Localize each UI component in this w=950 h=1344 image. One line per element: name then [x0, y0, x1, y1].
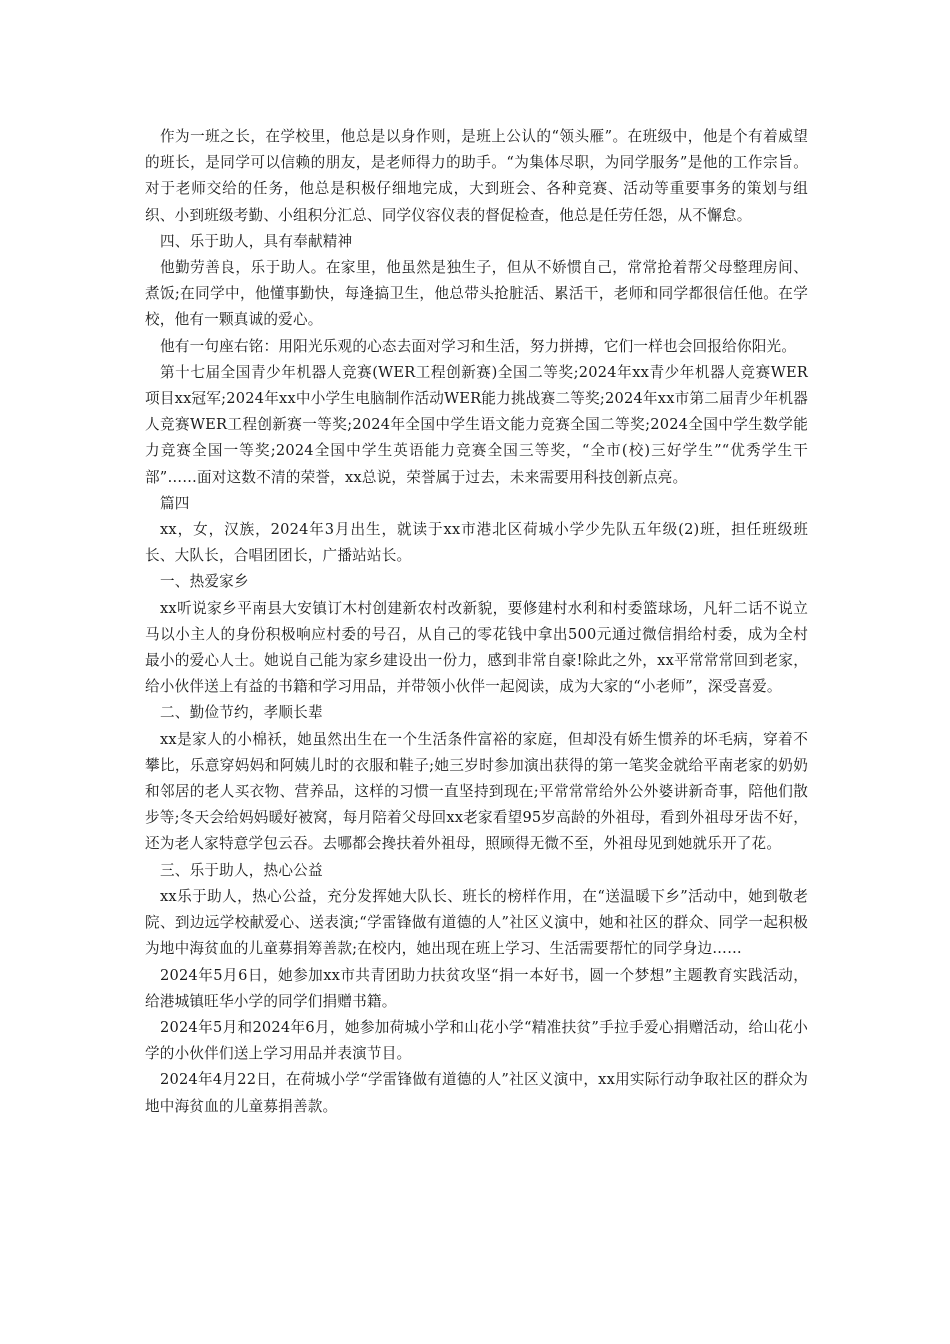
paragraph-hardworking: 他勤劳善良，乐于助人。在家里，他虽然是独生子，但从不娇惯自己，常常抢着帮父母整理房间、煮饭;在同学中，他懂事勤快，每逢搞卫生，他总带头抢脏活、累活干，老师和同学都很信任他。在学校，他有一颗真诚的爱心。 [145, 259, 808, 329]
paragraph-hometown: xx听说家乡平南县大安镇订木村创建新农村改新貌，要修建村水利和村委篮球场，凡轩二话不说立马以小主人的身份积极响应村委的号召，从自己的零花钱中拿出500元通过微信捐给村委，成为全村最小的爱心人士。她说自己能为家乡建设出一份力，感到非常自豪!除此之外，xx平常常常回到老家，给小伙伴送上有益的书籍和学习用品，并带领小伙伴一起阅读，成为大家的“小老师”，深受喜爱。 [145, 599, 808, 696]
paragraph-book-donation: 2024年5月6日，她参加xx市共青团助力扶贫攻坚“捐一本好书，圆一个梦想”主题教育实践活动，给港城镇旺华小学的同学们捐赠书籍。 [145, 966, 808, 1010]
paragraph-profile: xx，女，汉族，2024年3月出生，就读于xx市港北区荷城小学少先队五年级(2)班，担任班级班长、大队长，合唱团团长，广播站站长。 [145, 521, 808, 565]
paragraph-family: xx是家人的小棉袄，她虽然出生在一个生活条件富裕的家庭，但却没有娇生惯养的坏毛病，穿着不攀比，乐意穿妈妈和阿姨儿时的衣服和鞋子;她三岁时参加演出获得的第一笔奖金就给平南老家的奶奶和邻居的老人买衣物、营养品，这样的习惯一直坚持到现在;平常常常给外公外婆讲新奇事，陪他们散步等;冬天会给妈妈暖好被窝，每月陪着父母回xx老家看望95岁高龄的外祖母，看到外祖母牙齿不好，还为老人家特意学包云吞。去哪都会搀扶着外祖母，照顾得无微不至，外祖母见到她就乐开了花。 [145, 730, 808, 853]
paragraph-community-charity: 2024年4月22日，在荷城小学“学雷锋做有道德的人”社区义演中，xx用实际行动争取社区的群众为地中海贫血的儿童募捐善款。 [145, 1071, 808, 1115]
paragraph-awards: 第十七届全国青少年机器人竞赛(WER工程创新赛)全国二等奖;2024年xx青少年机器人竞赛WER项目xx冠军;2024年xx中小学生电脑制作活动WER能力挑战赛二等奖;2024年xx市第二届青少年机器人竞赛WER工程创新赛一等奖;2024年全国中学生语文能力竞赛全国二等奖;2024全国中学生数学能力竞赛全国一等奖;2024全国中学生英语能力竞赛全国三等奖，“全市(校)三好学生”“优秀学生干部”……面对这数不清的荣誉，xx总说，荣誉属于过去，未来需要用科技创新点亮。 [145, 363, 808, 486]
heading-frugal-filial: 二、勤俭节约，孝顺长辈 [160, 704, 323, 722]
paragraph-poverty-relief: 2024年5月和2024年6月，她参加荷城小学和山花小学“精准扶贫”手拉手爱心捐赠活动，给山花小学的小伙伴们送上学习用品并表演节目。 [145, 1018, 808, 1063]
document-body [145, 124, 808, 1120]
heading-public-welfare: 三、乐于助人，热心公益 [160, 861, 323, 879]
paragraph-class-leader: 作为一班之长，在学校里，他总是以身作则，是班上公认的“领头雁”。在班级中，他是个有着威望的班长，是同学可以信赖的朋友，是老师得力的助手。“为集体尽职，为同学服务”是他的工作宗旨。对于老师交给的任务，他总是积极仔细地完成，大到班会、各种竞赛、活动等重要事务的策划与组织、小到班级考勤、小组积分汇总、同学仪容仪表的督促检查，他总是任劳任怨，从不懈怠。 [145, 128, 808, 224]
heading-part-four: 篇四 [160, 494, 190, 512]
paragraph-motto: 他有一句座右铭：用阳光乐观的心态去面对学习和生活，努力拼搏，它们一样也会回报给你阳光。 [160, 337, 797, 355]
heading-love-hometown: 一、热爱家乡 [160, 573, 249, 591]
heading-helpful-dedication: 四、乐于助人，具有奉献精神 [160, 232, 353, 250]
paragraph-welfare: xx乐于助人，热心公益，充分发挥她大队长、班长的榜样作用，在“送温暖下乡”活动中，她到敬老院、到边远学校献爱心、送表演;“学雷锋做有道德的人”社区义演中，她和社区的群众、同学一起积极为地中海贫血的儿童募捐筹善款;在校内，她出现在班上学习、生活需要帮忙的同学身边…… [145, 887, 808, 958]
